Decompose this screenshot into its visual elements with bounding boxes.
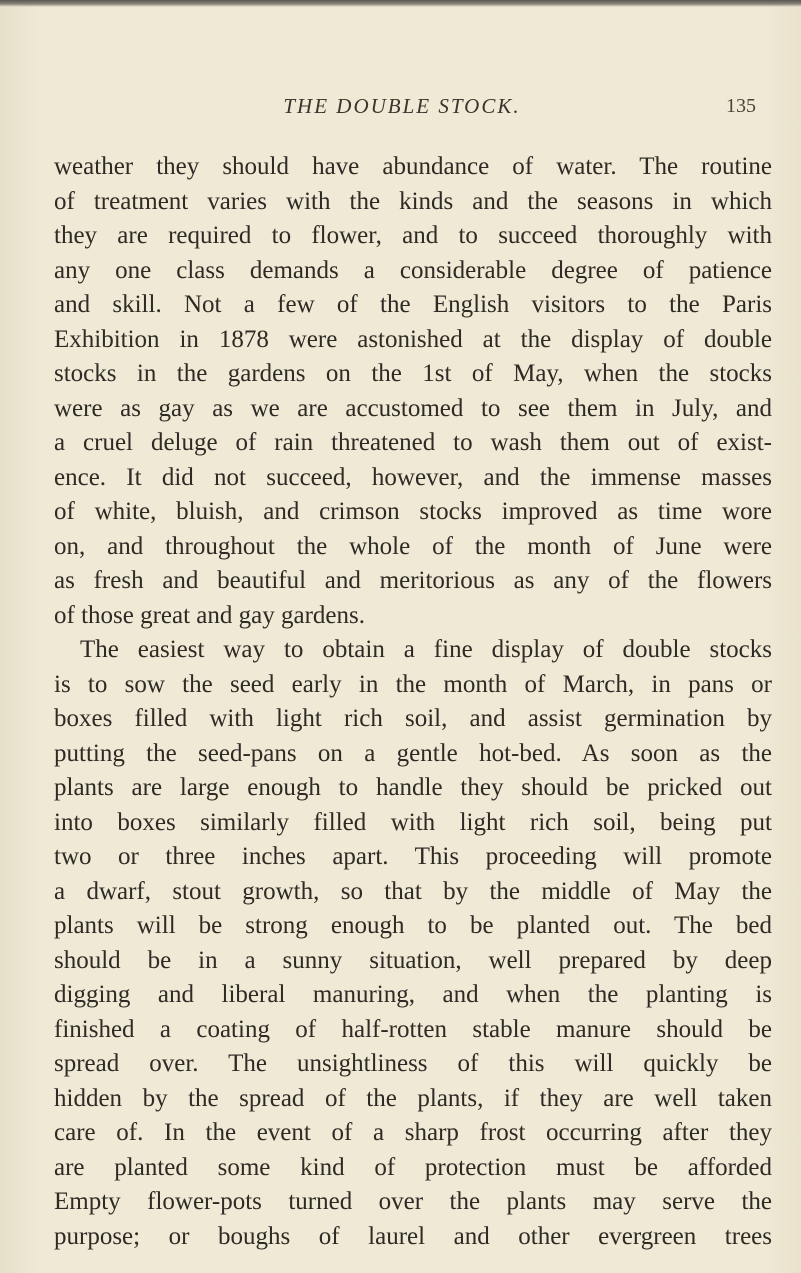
paragraph (54, 633, 772, 1254)
text-line: a dwarf, stout growth, so that by the middle of May the (54, 877, 772, 905)
page-number: 135 (726, 95, 756, 117)
text-line: weather they should have abundance of water. The routine (54, 153, 772, 180)
text-line: of treatment varies with the kinds and the seasons in which (54, 187, 772, 215)
text-line: on, and throughout the whole of the month of June were (54, 532, 772, 560)
text-line: purpose; or boughs of laurel and other evergreen trees (54, 1222, 772, 1250)
text-line: hidden by the spread of the plants, if they are well taken (54, 1084, 772, 1112)
text-line: finished a coating of half-rotten stable manure should be (54, 1015, 772, 1043)
text-line: Exhibition in 1878 were astonished at the display of double (54, 325, 772, 353)
text-line: plants are large enough to handle they should be pricked out (54, 774, 772, 801)
text-line: and skill. Not a few of the English visitors to the Paris (54, 291, 772, 318)
page-top-edge (0, 0, 801, 7)
text-line: a cruel deluge of rain threatened to wash them out of exist- (54, 429, 772, 456)
text-line: spread over. The unsightliness of this will quickly be (54, 1050, 772, 1077)
text-line: they are required to flower, and to succeed thoroughly with (54, 222, 772, 249)
text-line: stocks in the gardens on the 1st of May, when the stocks (54, 360, 772, 387)
running-head (0, 94, 801, 124)
text-line: as fresh and beautiful and meritorious as any of the flowers (54, 567, 772, 594)
text-line: digging and liberal manuring, and when the planting is (54, 981, 772, 1008)
running-title: THE DOUBLE STOCK. (283, 94, 521, 118)
text-line: into boxes similarly filled with light rich soil, being put (54, 808, 772, 836)
text-line: any one class demands a considerable degree of patience (54, 256, 772, 284)
body-text (54, 150, 772, 1254)
text-line: putting the seed-pans on a gentle hot-bed. As soon as the (54, 739, 772, 767)
text-line: of white, bluish, and crimson stocks improved as time wore (54, 498, 772, 525)
text-line: two or three inches apart. This proceeding will promote (54, 843, 772, 870)
text-line: of those great and gay gardens. (54, 601, 365, 629)
text-line: care of. In the event of a sharp frost occurring after they (54, 1119, 772, 1146)
text-line: is to sow the seed early in the month of March, in pans or (54, 670, 772, 698)
text-line: are planted some kind of protection must be afforded (54, 1153, 772, 1181)
text-line: boxes filled with light rich soil, and assist germination by (54, 705, 772, 732)
text-line: Empty flower-pots turned over the plants may serve the (54, 1188, 772, 1215)
paragraph (54, 150, 772, 633)
text-line: plants will be strong enough to be planted out. The bed (54, 912, 772, 939)
text-line: were as gay as we are accustomed to see them in July, and (54, 394, 772, 422)
text-line: The easiest way to obtain a fine display of double stocks (80, 636, 772, 663)
text-line: ence. It did not succeed, however, and the immense masses (54, 463, 772, 491)
text-line: should be in a sunny situation, well prepared by deep (54, 946, 772, 974)
